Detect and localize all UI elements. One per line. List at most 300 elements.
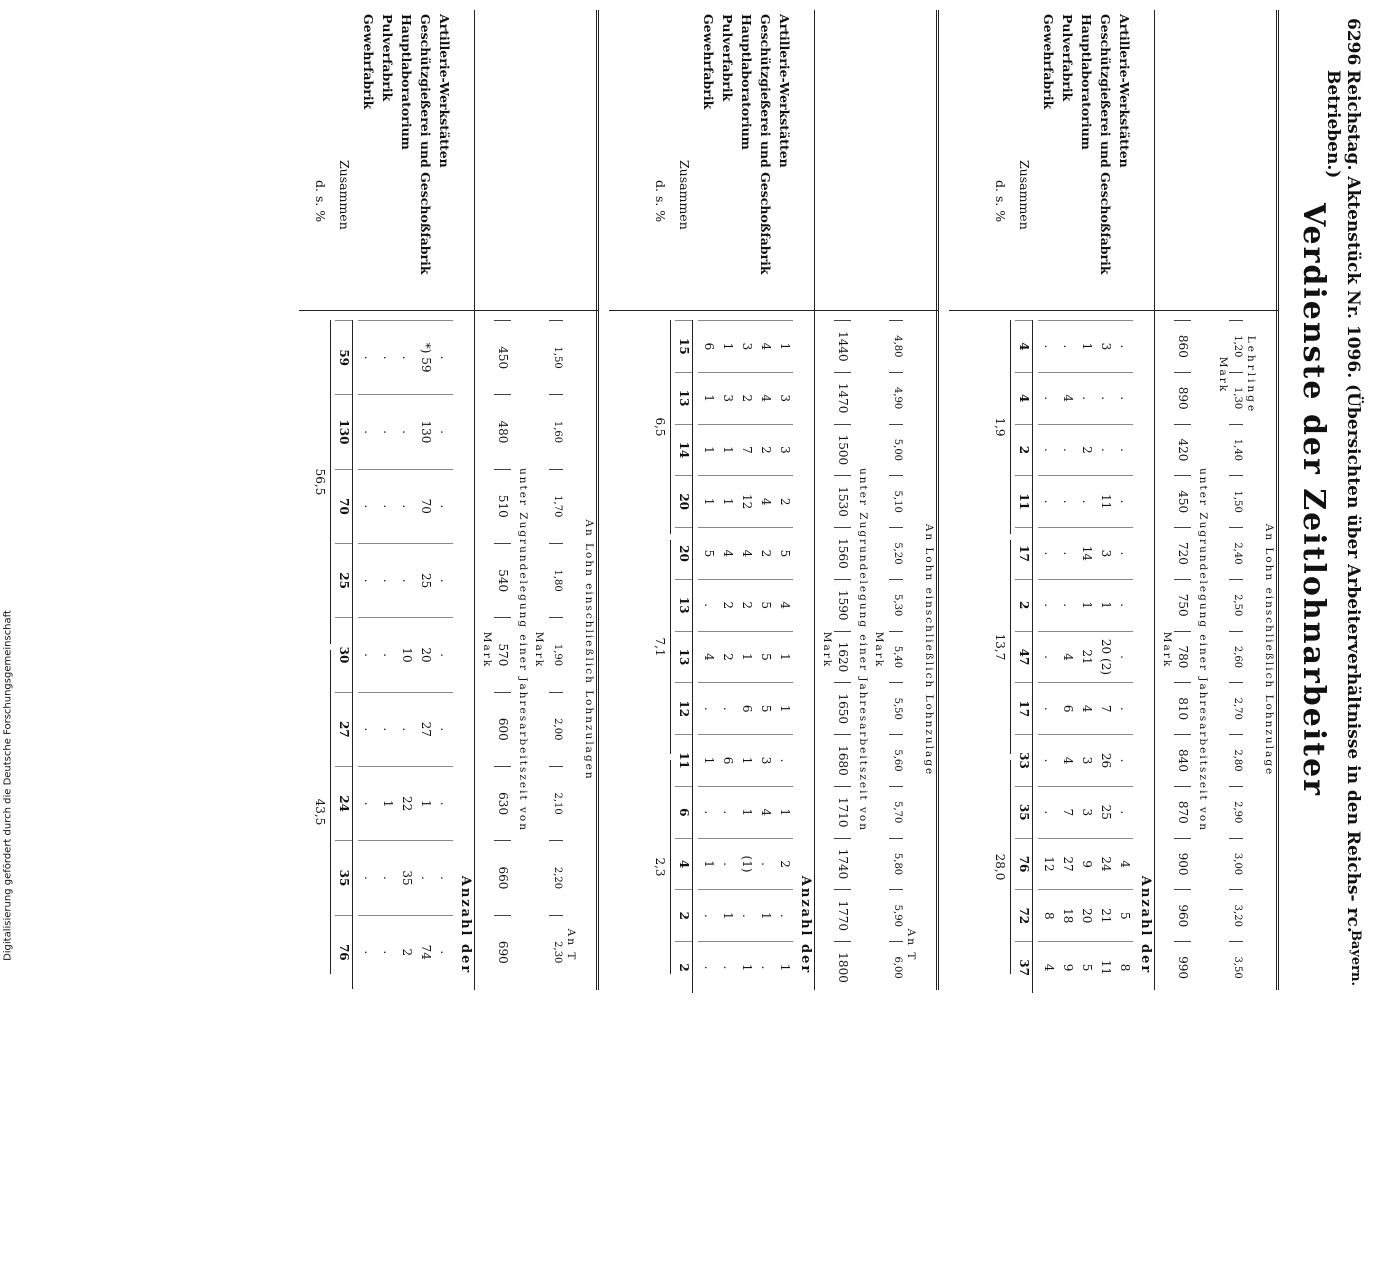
table-cell: 2 [755, 424, 774, 476]
table-cell: 1 [717, 475, 736, 527]
table-cell: . [698, 682, 717, 734]
table-cell: . [1057, 527, 1076, 579]
table-cell: 1 [377, 766, 396, 840]
annual-cell: 1800 [834, 941, 851, 993]
total-cell: 6 [675, 786, 692, 838]
table-cell: 22 [396, 766, 415, 840]
rate-cell: 1,90 [549, 617, 563, 691]
totals-row [335, 320, 353, 989]
rate-cell: 3,00 [1229, 838, 1243, 890]
total-cell: 4 [675, 838, 692, 890]
funding-note: Digitalisierung gefördert durch die Deutsche Forschungsgemeinschaft [2, 610, 14, 961]
rate-cell: 1,50 [549, 320, 563, 394]
table-cell: . [1038, 527, 1057, 579]
table-cell: . [1038, 734, 1057, 786]
totals-row [1015, 320, 1033, 993]
table-cell: . [717, 682, 736, 734]
total-cell: 35 [1015, 786, 1032, 838]
total-cell: 37 [1015, 941, 1032, 993]
table-row [1095, 320, 1114, 993]
an-t-label: An T [564, 928, 577, 962]
table-cell: 1 [774, 786, 793, 838]
table-section-3 [299, 10, 599, 990]
rate-cell: 2,50 [1229, 579, 1243, 631]
running-title: Reichstag. Aktenstück Nr. 1096. (Übersichten über Arbeiterverhältnisse in den Reichs- rc. Betrieben.) [1322, 70, 1363, 933]
rate-cell: 1,70 [549, 469, 563, 543]
table-cell: 1 [736, 734, 755, 786]
side-note-wrap [0, 0, 12, 1000]
rate-cell: 2,60 [1229, 631, 1243, 683]
table-cell: 1 [1076, 579, 1095, 631]
table-cell: 2 [774, 475, 793, 527]
table-cell: 7 [1057, 786, 1076, 838]
total-label: Zusammen [676, 160, 692, 230]
annual-row [1174, 320, 1191, 993]
table-cell: . [1038, 579, 1057, 631]
table-cell: 2 [717, 631, 736, 683]
rate-cell: 1,40 [1229, 424, 1243, 476]
rate-cell: 1,80 [549, 543, 563, 617]
table-cell: 4 [736, 527, 755, 579]
state-label: Bayern. [1347, 929, 1363, 986]
table-cell: 2 [736, 579, 755, 631]
table-cell: *) 59 [415, 320, 434, 394]
table-cell: . [698, 579, 717, 631]
table-cell: . [1038, 424, 1057, 476]
table-cell: 5 [755, 682, 774, 734]
rate-cell: 2,20 [549, 840, 563, 914]
pct-value: 56,5 [313, 320, 331, 644]
table-cell: 24 [1095, 838, 1114, 890]
table-cell: 3 [755, 734, 774, 786]
annual-cell: 1530 [834, 475, 851, 527]
table-cell: . [1038, 320, 1057, 372]
table-cell: . [434, 320, 453, 394]
table-cell: 1 [774, 682, 793, 734]
table-cell: 6 [717, 734, 736, 786]
total-cell: 59 [335, 320, 352, 394]
total-cell: 130 [335, 394, 352, 468]
total-cell: 70 [335, 469, 352, 543]
rates-caption: An Lohn einschließlich Lohnzulage [1262, 523, 1275, 777]
table-cell: 25 [1095, 786, 1114, 838]
table-cell: 20 [415, 617, 434, 691]
totals-row [675, 320, 693, 993]
table-section-2 [609, 10, 939, 990]
table-cell: . [698, 786, 717, 838]
table-cell: 3 [774, 424, 793, 476]
table-cell: 1 [736, 631, 755, 683]
pct-value: 2,3 [653, 760, 671, 974]
table-cell: 1 [415, 766, 434, 840]
table-cell: 6 [698, 320, 717, 372]
rate-cell: 2,10 [549, 766, 563, 840]
table-cell: 4 [1057, 372, 1076, 424]
annual-cell: 510 [494, 469, 511, 543]
table-row [1038, 320, 1057, 993]
table-cell: 1 [698, 838, 717, 890]
pct-value: 1,9 [993, 320, 1011, 534]
rate-cell: 1,30 [1229, 372, 1243, 424]
annual-row [834, 320, 851, 993]
table-cell: . [415, 840, 434, 914]
rate-cell: 5,60 [889, 734, 903, 786]
table-cell: 9 [1076, 838, 1095, 890]
annual-cell: 900 [1174, 838, 1191, 890]
table-cell: 5 [1114, 889, 1133, 941]
table-cell: . [377, 320, 396, 394]
table-cell: 1 [736, 786, 755, 838]
annual-row [494, 320, 511, 989]
table-row [358, 320, 377, 989]
row-label: Geschützgießerei und Geschoßfabrik [757, 14, 773, 275]
table-cell: . [434, 394, 453, 468]
table-cell: . [396, 394, 415, 468]
table-cell: 4 [1038, 941, 1057, 993]
total-cell: 76 [335, 915, 352, 989]
count-caption: Anzahl der [1137, 875, 1153, 975]
table-cell: . [434, 915, 453, 989]
pct-value: 43,5 [313, 650, 331, 974]
table-cell: . [377, 840, 396, 914]
table-cell: . [698, 889, 717, 941]
total-cell: 14 [675, 424, 692, 476]
row-label: Gewehrfabrik [1040, 14, 1056, 110]
table-cell: 10 [396, 617, 415, 691]
table-cell: 4 [1076, 682, 1095, 734]
rates-row [1229, 320, 1243, 993]
rate-cell: 1,60 [549, 394, 563, 468]
table-cell: 6 [736, 682, 755, 734]
table-cell: . [434, 617, 453, 691]
rate-cell: 2,00 [549, 692, 563, 766]
table-cell: . [717, 941, 736, 993]
table-cell: 3 [1076, 734, 1095, 786]
table-row [717, 320, 736, 993]
table-row [415, 320, 434, 989]
table-cell: . [358, 840, 377, 914]
table-cell: 4 [755, 475, 774, 527]
table-cell: . [736, 889, 755, 941]
table-cell: . [377, 692, 396, 766]
annual-cell: 780 [1174, 631, 1191, 683]
count-caption: Anzahl der [797, 875, 813, 975]
annual-cell: 540 [494, 543, 511, 617]
table-cell: 130 [415, 394, 434, 468]
table-cell: 1 [774, 631, 793, 683]
table-cell: 1 [698, 424, 717, 476]
annual-cell: 890 [1174, 372, 1191, 424]
table-cell: 4 [1057, 631, 1076, 683]
total-cell: 33 [1015, 734, 1032, 786]
table-cell: 2 [774, 838, 793, 890]
rate-cell: 3,50 [1229, 941, 1243, 993]
table-cell: 1 [736, 941, 755, 993]
rate-cell: 5,00 [889, 424, 903, 476]
data-grid [358, 320, 453, 989]
rate-cell: 4,80 [889, 320, 903, 372]
rate-cell: 4,90 [889, 372, 903, 424]
table-cell: 25 [415, 543, 434, 617]
annual-cell: 1500 [834, 424, 851, 476]
table-cell: . [1095, 424, 1114, 476]
annual-cell: 660 [494, 840, 511, 914]
total-cell: 11 [1015, 475, 1032, 527]
table-cell: 21 [1076, 631, 1095, 683]
table-cell: 6 [1057, 682, 1076, 734]
mark-label-2: Mark [820, 631, 833, 669]
table-cell: 3 [717, 372, 736, 424]
rate-cell: 1,50 [1229, 475, 1243, 527]
row-label: Geschützgießerei und Geschoßfabrik [417, 14, 433, 275]
total-cell: 13 [675, 579, 692, 631]
mark-label-2: Mark [1160, 631, 1173, 669]
running-header [1322, 10, 1363, 990]
table-cell: 27 [1057, 838, 1076, 890]
data-grid [698, 320, 793, 993]
annual-cell: 1560 [834, 527, 851, 579]
table-cell: 3 [774, 372, 793, 424]
annual-cell: 1770 [834, 889, 851, 941]
total-cell: 35 [335, 840, 352, 914]
annual-cell: 450 [1174, 475, 1191, 527]
table-cell: . [1114, 786, 1133, 838]
table-cell: . [1114, 372, 1133, 424]
table-cell: 5 [755, 631, 774, 683]
rate-cell: 5,30 [889, 579, 903, 631]
table-cell: . [1114, 682, 1133, 734]
total-cell: 2 [1015, 424, 1032, 476]
rate-cell: 2,70 [1229, 682, 1243, 734]
table-cell: . [1057, 320, 1076, 372]
table-cell: 3 [1095, 527, 1114, 579]
table-cell: 3 [736, 320, 755, 372]
rate-cell: 2,80 [1229, 734, 1243, 786]
annual-cell: 990 [1174, 941, 1191, 993]
total-label: Zusammen [1016, 160, 1032, 230]
annual-cell: 860 [1174, 320, 1191, 372]
table-cell: 12 [1038, 838, 1057, 890]
table-cell: 1 [1076, 320, 1095, 372]
total-cell: 72 [1015, 889, 1032, 941]
row-label: Gewehrfabrik [360, 14, 376, 110]
table-cell: . [1114, 734, 1133, 786]
table-cell: . [774, 734, 793, 786]
data-grid [1038, 320, 1133, 993]
table-cell: . [698, 941, 717, 993]
table-row [377, 320, 396, 989]
rate-cell: 5,70 [889, 786, 903, 838]
table-cell: 18 [1057, 889, 1076, 941]
rate-cell: 2,30 [549, 915, 563, 989]
table-cell: 8 [1114, 941, 1133, 993]
table-cell: . [377, 617, 396, 691]
table-cell: . [358, 394, 377, 468]
mark-label: Mark [532, 631, 545, 669]
table-cell: 1 [774, 941, 793, 993]
total-cell: 17 [1015, 682, 1032, 734]
table-cell: . [358, 543, 377, 617]
table-cell: . [717, 786, 736, 838]
annual-cell: 1440 [834, 320, 851, 372]
table-cell: . [1057, 475, 1076, 527]
table-cell: 12 [736, 475, 755, 527]
table-cell: 21 [1095, 889, 1114, 941]
annual-cell: 450 [494, 320, 511, 394]
total-cell: 24 [335, 766, 352, 840]
row-label: Hauptlaboratorium [738, 14, 754, 150]
table-cell: . [1114, 475, 1133, 527]
pct-value: 13,7 [993, 540, 1011, 754]
page-number: 6296 [1342, 18, 1363, 66]
annual-caption: unter Zugrundelegung einer Jahresarbeitszeit von [856, 467, 869, 833]
pct-label: d. s. % [992, 180, 1008, 223]
annual-cell: 870 [1174, 786, 1191, 838]
table-cell: . [396, 543, 415, 617]
table-cell: 5 [755, 579, 774, 631]
total-cell: 2 [675, 941, 692, 993]
table-cell: 20 (2) [1095, 631, 1114, 683]
total-cell: 13 [675, 631, 692, 683]
rates-caption: An Lohn einschließlich Lohnzulage [922, 523, 935, 777]
table-cell: 74 [415, 915, 434, 989]
rate-cell: 5,40 [889, 631, 903, 683]
pct-label: d. s. % [652, 180, 668, 223]
table-cell: . [358, 617, 377, 691]
table-cell: . [1038, 786, 1057, 838]
table-cell: . [774, 889, 793, 941]
annual-cell: 600 [494, 692, 511, 766]
mark-label-2: Mark [480, 631, 493, 669]
pct-label: d. s. % [312, 180, 328, 223]
table-cell: 8 [1038, 889, 1057, 941]
total-cell: 30 [335, 617, 352, 691]
table-cell: 5 [698, 527, 717, 579]
total-cell: 12 [675, 682, 692, 734]
table-cell: 2 [1076, 424, 1095, 476]
table-cell: . [1114, 424, 1133, 476]
rate-cell: 2,90 [1229, 786, 1243, 838]
annual-cell: 720 [1174, 527, 1191, 579]
table-cell: 27 [415, 692, 434, 766]
table-cell: 4 [755, 372, 774, 424]
annual-cell: 960 [1174, 889, 1191, 941]
an-t-label: An T [904, 928, 917, 962]
table-row [1114, 320, 1133, 993]
count-caption: Anzahl der [457, 875, 473, 975]
table-cell: 35 [396, 840, 415, 914]
total-cell: 15 [675, 320, 692, 372]
table-cell: . [1057, 579, 1076, 631]
pct-value: 28,0 [993, 760, 1011, 974]
rate-cell: 1,20 [1229, 320, 1243, 372]
annual-cell: 480 [494, 394, 511, 468]
table-cell: . [434, 543, 453, 617]
table-cell: . [755, 941, 774, 993]
table-cell: . [396, 469, 415, 543]
rate-cell: 5,50 [889, 682, 903, 734]
table-cell: 1 [1095, 579, 1114, 631]
total-cell: 20 [675, 475, 692, 527]
table-row [736, 320, 755, 993]
table-cell: . [377, 915, 396, 989]
table-cell: 20 [1076, 889, 1095, 941]
rate-cell: 5,20 [889, 527, 903, 579]
table-cell: 4 [698, 631, 717, 683]
row-label: Artillerie-Werkstätten [776, 14, 792, 168]
row-label: Pulverfabrik [379, 14, 395, 102]
table-cell: 1 [698, 475, 717, 527]
table-cell: . [1038, 475, 1057, 527]
total-cell: 2 [675, 889, 692, 941]
annual-caption: unter Zugrundelegung einer Jahresarbeitszeit von [1196, 467, 1209, 833]
pct-value: 7,1 [653, 540, 671, 754]
table-cell: 5 [774, 527, 793, 579]
page-title: Verdienste der Zeitlohnarbeiter [1295, 202, 1331, 797]
table-cell: 11 [1095, 475, 1114, 527]
mark-label: Mark [1216, 356, 1229, 394]
total-label: Zusammen [336, 160, 352, 230]
table-cell: 1 [717, 889, 736, 941]
annual-cell: 420 [1174, 424, 1191, 476]
table-cell: 7 [736, 424, 755, 476]
table-cell: . [396, 692, 415, 766]
table-cell: . [1038, 631, 1057, 683]
total-cell: 13 [675, 372, 692, 424]
table-cell: (1) [736, 838, 755, 890]
table-cell: . [358, 320, 377, 394]
table-cell: . [358, 692, 377, 766]
table-cell: . [1038, 682, 1057, 734]
table-cell: . [1114, 320, 1133, 372]
annual-cell: 1620 [834, 631, 851, 683]
table-cell: 4 [717, 527, 736, 579]
table-cell: 9 [1057, 941, 1076, 993]
row-label: Pulverfabrik [1059, 14, 1075, 102]
annual-cell: 630 [494, 766, 511, 840]
total-cell: 20 [675, 527, 692, 579]
total-cell: 4 [1015, 372, 1032, 424]
rate-cell: 5,80 [889, 838, 903, 890]
table-cell: 14 [1076, 527, 1095, 579]
annual-cell: 1650 [834, 682, 851, 734]
annual-cell: 1590 [834, 579, 851, 631]
table-cell: . [358, 469, 377, 543]
lehrlinge-label: Lehrlinge [1244, 335, 1257, 415]
table-cell: . [358, 766, 377, 840]
table-cell: 2 [717, 579, 736, 631]
table-cell: 4 [755, 320, 774, 372]
table-cell: 4 [755, 786, 774, 838]
table-cell: 1 [755, 889, 774, 941]
annual-cell: 750 [1174, 579, 1191, 631]
table-cell: 1 [717, 320, 736, 372]
table-cell: . [377, 469, 396, 543]
table-cell: . [1114, 527, 1133, 579]
row-label: Artillerie-Werkstätten [436, 14, 452, 168]
table-cell: 1 [698, 734, 717, 786]
table-cell: . [377, 394, 396, 468]
table-cell: . [1095, 372, 1114, 424]
rates-row [549, 320, 563, 989]
annual-cell: 840 [1174, 734, 1191, 786]
rates-caption: An Lohn einschließlich Lohnzulagen [582, 519, 595, 781]
total-cell: 76 [1015, 838, 1032, 890]
annual-caption: unter Zugrundelegung einer Jahresarbeitszeit von [516, 467, 529, 833]
total-cell: 47 [1015, 631, 1032, 683]
table-cell: . [1038, 372, 1057, 424]
annual-cell: 810 [1174, 682, 1191, 734]
